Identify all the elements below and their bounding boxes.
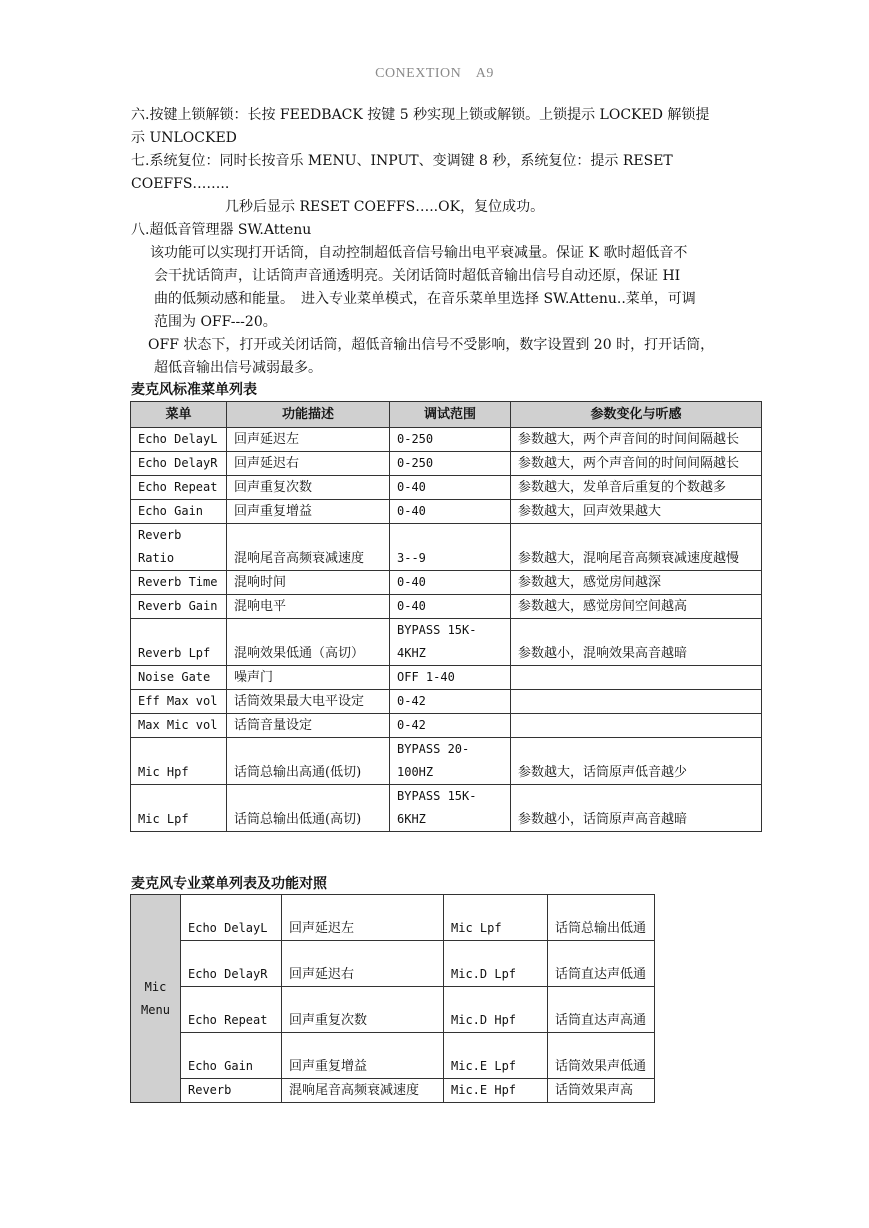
- cell-menu: Mic Lpf: [131, 785, 227, 832]
- table-row: [131, 714, 762, 738]
- cell-range: 0-40: [390, 595, 511, 619]
- cell-range: BYPASS 15K-4KHZ: [390, 619, 511, 666]
- cell-desc: 回声重复次数: [227, 476, 390, 500]
- cell-desc2: 话筒效果声高: [548, 1079, 655, 1103]
- cell-desc: 回声重复增益: [282, 1033, 444, 1079]
- cell-menu: Reverb Time: [131, 571, 227, 595]
- cell-item: Echo DelayL: [181, 895, 282, 941]
- table-row: [131, 987, 655, 1033]
- table-row: [131, 524, 762, 571]
- cell-menu: Reverb Lpf: [131, 619, 227, 666]
- para-8-line-4: 范围为 OFF---20。: [154, 314, 277, 330]
- cell-item: Echo DelayR: [181, 941, 282, 987]
- para-8-line-6: 超低音输出信号减弱最多。: [154, 360, 322, 376]
- page-header: CONEXTION A9: [375, 66, 494, 81]
- cell-desc: 回声延迟右: [227, 452, 390, 476]
- table-row: [131, 476, 762, 500]
- mic-menu-label: Mic Menu: [131, 895, 181, 1103]
- cell-desc2: 话筒总输出低通: [548, 895, 655, 941]
- cell-menu: Echo DelayL: [131, 428, 227, 452]
- para-8-title: 八.超低音管理器 SW.Attenu: [131, 222, 312, 238]
- cell-effect: 参数越小，混响效果高音越暗: [511, 619, 762, 666]
- cell-effect: [511, 714, 762, 738]
- cell-desc: 混响尾音高频衰减速度: [227, 524, 390, 571]
- table-row: [131, 428, 762, 452]
- table-row: [131, 1033, 655, 1079]
- cell-item: Echo Repeat: [181, 987, 282, 1033]
- cell-desc: 噪声门: [227, 666, 390, 690]
- cell-effect: 参数越大，两个声音间的时间间隔越长: [511, 452, 762, 476]
- cell-item: Echo Gain: [181, 1033, 282, 1079]
- para-6-line-2: 示 UNLOCKED: [131, 130, 237, 146]
- para-8-line-5: OFF 状态下，打开或关闭话筒，超低音输出信号不受影响，数字设置到 20 时，打开话筒，: [148, 337, 715, 353]
- table-row: [131, 1079, 655, 1103]
- cell-effect: 参数越大，两个声音间的时间间隔越长: [511, 428, 762, 452]
- cell-range: OFF 1-40: [390, 666, 511, 690]
- cell-range: BYPASS 20-100HZ: [390, 738, 511, 785]
- cell-desc: 混响时间: [227, 571, 390, 595]
- cell-range: 0-42: [390, 690, 511, 714]
- cell-desc: 混响尾音高频衰减速度: [282, 1079, 444, 1103]
- cell-desc: 话筒效果最大电平设定: [227, 690, 390, 714]
- para-7-line-1: 七.系统复位：同时长按音乐 MENU、INPUT、变调键 8 秒，系统复位：提示 RESET: [131, 153, 673, 169]
- para-6-line-1: 六.按键上锁解锁：长按 FEEDBACK 按键 5 秒实现上锁或解锁。上锁提示 LOCKED 解锁提: [131, 107, 710, 123]
- cell-desc: 混响电平: [227, 595, 390, 619]
- table-row: [131, 738, 762, 785]
- cell-range: 0-42: [390, 714, 511, 738]
- cell-effect: 参数越大，回声效果越大: [511, 500, 762, 524]
- cell-desc: 话筒总输出高通(低切): [227, 738, 390, 785]
- table-row: [131, 666, 762, 690]
- cell-desc: 混响效果低通（高切）: [227, 619, 390, 666]
- table-row: [131, 690, 762, 714]
- header-description: 功能描述: [227, 402, 390, 428]
- cell-menu: Mic Hpf: [131, 738, 227, 785]
- cell-desc: 回声延迟左: [227, 428, 390, 452]
- para-8-line-2: 会干扰话筒声，让话筒声音通透明亮。关闭话筒时超低音输出信号自动还原，保证 HI: [154, 268, 681, 284]
- cell-effect: [511, 666, 762, 690]
- cell-menu: Echo Gain: [131, 500, 227, 524]
- para-7-line-2: COEFFS……..: [131, 176, 230, 192]
- table1-title: 麦克风标准菜单列表: [131, 382, 257, 398]
- table-row: [131, 452, 762, 476]
- standard-menu-table: [130, 401, 762, 832]
- para-8-line-3: 曲的低频动感和能量。 进入专业菜单模式，在音乐菜单里选择 SW.Attenu..菜单，可调: [154, 291, 696, 307]
- para-8-line-1: 该功能可以实现打开话筒，自动控制超低音信号输出电平衰减量。保证 K 歌时超低音不: [150, 245, 688, 261]
- cell-desc: 回声延迟左: [282, 895, 444, 941]
- cell-desc: 话筒总输出低通(高切): [227, 785, 390, 832]
- table-header-row: [131, 402, 762, 428]
- cell-desc: 回声重复次数: [282, 987, 444, 1033]
- cell-item2: Mic.D Lpf: [444, 941, 548, 987]
- cell-item2: Mic.D Hpf: [444, 987, 548, 1033]
- table-row: [131, 895, 655, 941]
- table-row: [131, 941, 655, 987]
- cell-item: Reverb: [181, 1079, 282, 1103]
- cell-menu: Echo DelayR: [131, 452, 227, 476]
- cell-menu: Max Mic vol: [131, 714, 227, 738]
- cell-range: 0-40: [390, 571, 511, 595]
- cell-menu: Echo Repeat: [131, 476, 227, 500]
- cell-effect: 参数越小，话筒原声高音越暗: [511, 785, 762, 832]
- cell-menu: Reverb Gain: [131, 595, 227, 619]
- table2-title: 麦克风专业菜单列表及功能对照: [131, 876, 327, 892]
- cell-desc2: 话筒效果声低通: [548, 1033, 655, 1079]
- cell-item2: Mic Lpf: [444, 895, 548, 941]
- header-effect: 参数变化与听感: [511, 402, 762, 428]
- cell-effect: 参数越大，感觉房间空间越高: [511, 595, 762, 619]
- cell-effect: 参数越大，感觉房间越深: [511, 571, 762, 595]
- cell-effect: [511, 690, 762, 714]
- cell-range: 0-40: [390, 500, 511, 524]
- cell-range: 0-250: [390, 428, 511, 452]
- cell-desc: 回声重复增益: [227, 500, 390, 524]
- cell-menu: Eff Max vol: [131, 690, 227, 714]
- pro-menu-table: [130, 894, 655, 1103]
- cell-desc2: 话筒直达声高通: [548, 987, 655, 1033]
- cell-desc: 回声延迟右: [282, 941, 444, 987]
- cell-range: 0-250: [390, 452, 511, 476]
- header-range: 调试范围: [390, 402, 511, 428]
- cell-effect: 参数越大，话筒原声低音越少: [511, 738, 762, 785]
- cell-item2: Mic.E Lpf: [444, 1033, 548, 1079]
- cell-item2: Mic.E Hpf: [444, 1079, 548, 1103]
- cell-range: 0-40: [390, 476, 511, 500]
- table-row: [131, 619, 762, 666]
- cell-menu: Reverb Ratio: [131, 524, 227, 571]
- cell-menu: Noise Gate: [131, 666, 227, 690]
- cell-range: 3--9: [390, 524, 511, 571]
- table-row: [131, 595, 762, 619]
- table-row: [131, 500, 762, 524]
- table-row: [131, 571, 762, 595]
- table-row: [131, 785, 762, 832]
- header-menu: 菜单: [131, 402, 227, 428]
- para-7-line-3: 几秒后显示 RESET COEFFS…..OK，复位成功。: [225, 199, 545, 215]
- cell-desc: 话筒音量设定: [227, 714, 390, 738]
- cell-effect: 参数越大，混响尾音高频衰减速度越慢: [511, 524, 762, 571]
- cell-range: BYPASS 15K-6KHZ: [390, 785, 511, 832]
- cell-effect: 参数越大，发单音后重复的个数越多: [511, 476, 762, 500]
- cell-desc2: 话筒直达声低通: [548, 941, 655, 987]
